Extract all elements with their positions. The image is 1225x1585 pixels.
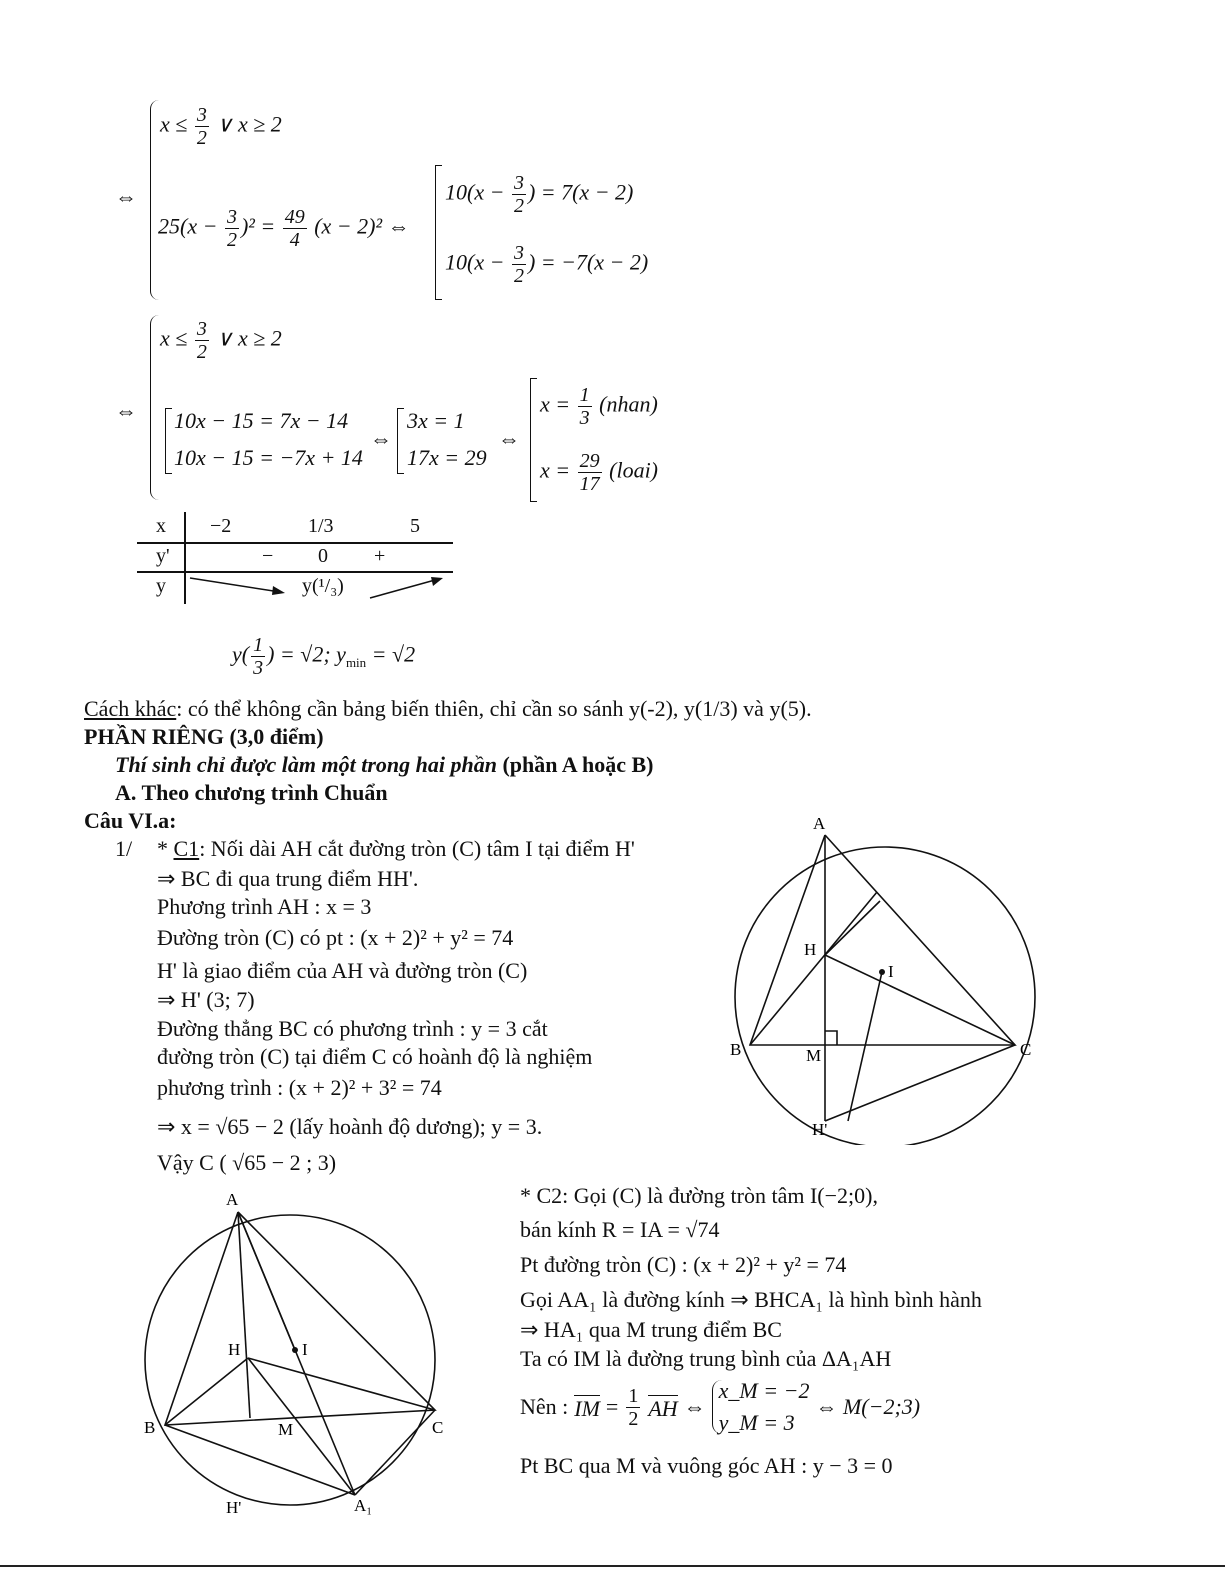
or-bracket — [165, 408, 172, 474]
triangle-abc — [750, 835, 1015, 1045]
option-line — [445, 242, 648, 287]
instruction — [115, 754, 653, 776]
equation-line — [158, 206, 410, 251]
eq-part: (x − 2)² ⇔ — [314, 213, 410, 239]
table-cell: 1/3 — [308, 515, 334, 537]
equation-b2: 17x = 29 — [407, 445, 487, 470]
numerator: 3 — [196, 104, 207, 126]
text-line: Đường tròn (C) có pt : (x + 2)² + y² = 74 — [157, 925, 514, 950]
eq-part: 10(x − — [445, 249, 505, 275]
equation-a1: 10x − 15 = 7x − 14 — [174, 408, 349, 433]
denominator: 2 — [513, 195, 524, 217]
label-b: B — [730, 1040, 742, 1059]
denominator: 2 — [628, 1407, 639, 1430]
eq-part: 10(x − — [445, 179, 505, 205]
fraction — [195, 318, 209, 363]
point-i — [879, 969, 885, 975]
geometry-figure-1 — [720, 805, 1050, 1145]
minimum-result: y( $\frac{1}{3}$ ) = √2; $y_{min} = √2$ — [232, 634, 416, 679]
option-line — [445, 172, 633, 217]
label-m: M — [806, 1046, 822, 1065]
c2-line: Gọi AA₁ là đường kính ⇒ BHCA₁ là hình bình hành — [520, 1287, 982, 1312]
label-i: I — [888, 962, 894, 981]
eq-part: ) = −7(x − 2) — [527, 249, 649, 275]
denominator: 17 — [579, 473, 600, 495]
solution-1 — [540, 384, 658, 429]
denominator: 3 — [253, 657, 264, 679]
note-text: : có thể không cần bảng biến thiên, chỉ cần so sánh y(-2), y(1/3) và y(5). — [176, 696, 812, 721]
coordinate-system — [712, 1380, 810, 1434]
right-angle-mark — [825, 1031, 837, 1045]
label-a1: A₁ — [354, 1496, 373, 1515]
eq-part: = — [605, 1394, 619, 1419]
xm-equation: x_M = −2 — [718, 1378, 810, 1403]
c2-line: Ta có IM là đường trung bình của ΔA₁AH — [520, 1346, 892, 1371]
denominator: 2 — [196, 127, 207, 149]
note: (loai) — [609, 457, 659, 483]
table-cell: −2 — [210, 515, 232, 537]
fraction — [512, 172, 526, 217]
line-hp-c — [825, 1045, 1015, 1121]
page-bottom-rule — [0, 1565, 1225, 1567]
fraction — [225, 206, 239, 251]
altitude-b — [750, 892, 877, 1045]
text-line: phương trình : (x + 2)² + 3² = 74 — [157, 1075, 442, 1100]
eq-part: x = — [540, 457, 571, 483]
denominator: 4 — [289, 229, 300, 251]
eq-part: ) = 7(x − 2) — [527, 179, 634, 205]
fraction — [512, 242, 526, 287]
vector-im: IM — [574, 1395, 600, 1421]
label-h: H — [804, 940, 817, 959]
text-line: ⇒ BC đi qua trung điểm HH'. — [157, 866, 419, 891]
numerator: 3 — [513, 242, 524, 264]
text-line: Vậy C ( √65 − 2 ; 3) — [157, 1150, 337, 1175]
table-divider — [137, 542, 453, 544]
note: (nhan) — [599, 391, 658, 417]
c2-line: Pt BC qua M và vuông góc AH : y − 3 = 0 — [520, 1453, 893, 1478]
text-line: Đường thẳng BC có phương trình : y = 3 cắt — [157, 1016, 548, 1041]
equiv-symbol: ⇔ — [115, 184, 137, 209]
table-cell: 0 — [318, 545, 328, 567]
circumcircle — [145, 1215, 435, 1505]
arrowhead-icon — [272, 586, 285, 595]
denominator: 2 — [196, 341, 207, 363]
circumcircle — [735, 847, 1035, 1145]
instruction-italic: Thí sinh chỉ được làm một trong hai phần — [115, 752, 497, 777]
fraction — [578, 384, 592, 429]
table-cell: − — [262, 545, 274, 567]
eq-part: ⇔ — [683, 1394, 706, 1419]
denominator: 2 — [226, 229, 237, 251]
label-c: C — [432, 1418, 444, 1437]
increasing-arrow — [370, 580, 435, 598]
vector-equation — [520, 1380, 920, 1434]
text-line: ⇒ x = √65 − 2 (lấy hoành độ dương); y = 3. — [157, 1114, 543, 1139]
note-label: Cách khác — [84, 696, 177, 721]
condition-line — [160, 104, 282, 149]
line-ca1 — [355, 1410, 435, 1495]
or-bracket — [397, 408, 404, 474]
denominator: 3 — [579, 407, 590, 429]
subsection-heading: A. Theo chương trình Chuẩn — [115, 780, 388, 805]
eq-part: ⇔ M(−2;3) — [815, 1394, 921, 1419]
denominator: 2 — [513, 265, 524, 287]
text-line: H' là giao điểm của AH và đường tròn (C) — [157, 958, 528, 983]
item-number: 1/ — [115, 836, 133, 861]
instruction-bold: (phần A hoặc B) — [496, 752, 654, 777]
cond-rhs: ∨ x ≥ 2 — [216, 325, 282, 351]
equation-b1: 3x = 1 — [407, 408, 465, 433]
c2-line: Pt đường tròn (C) : (x + 2)² + y² = 74 — [520, 1252, 847, 1277]
variation-arrows — [185, 572, 455, 602]
system-brace — [150, 315, 159, 500]
eq-part: Nên : — [520, 1394, 569, 1419]
label-h-prime: H' — [226, 1498, 242, 1517]
altitude-a — [238, 1212, 250, 1418]
equiv-symbol: ⇔ — [498, 426, 520, 451]
line-ai — [238, 1212, 295, 1350]
line-hc — [825, 955, 1015, 1045]
numerator: 1 — [628, 1384, 639, 1407]
method-label: C1 — [173, 836, 200, 861]
cond-lhs: x ≤ — [160, 325, 188, 351]
or-bracket — [530, 378, 537, 502]
c2-line: * C2: Gọi (C) là đường tròn tâm I(−2;0), — [520, 1183, 878, 1208]
line-h — [825, 901, 880, 955]
c1-line — [157, 838, 635, 860]
text-line: ⇒ H' (3; 7) — [157, 987, 255, 1012]
cond-rhs: ∨ x ≥ 2 — [216, 111, 282, 137]
c2-line: bán kính R = IA = √74 — [520, 1217, 720, 1242]
fraction — [251, 634, 265, 679]
arrowhead-icon — [431, 577, 443, 586]
label-h-prime: H' — [812, 1120, 828, 1139]
cond-lhs: x ≤ — [160, 111, 188, 137]
eq-part: (x − — [180, 213, 218, 239]
label-m: M — [278, 1420, 294, 1439]
equation-a2: 10x − 15 = −7x + 14 — [174, 445, 363, 470]
ym-equation: y_M = 3 — [718, 1410, 795, 1435]
row-label: y' — [156, 545, 170, 567]
numerator: 49 — [284, 206, 305, 228]
geometry-figure-2 — [130, 1185, 460, 1525]
point-i — [292, 1347, 298, 1353]
c2-line: ⇒ HA₁ qua M trung điểm BC — [520, 1317, 782, 1342]
numerator: 3 — [196, 318, 207, 340]
or-bracket — [435, 165, 442, 300]
eq-part: )² — [240, 213, 255, 239]
numerator: 3 — [226, 206, 237, 228]
eq-part: y — [232, 641, 242, 667]
solution-2 — [540, 450, 658, 495]
condition-line — [160, 318, 282, 363]
section-heading: PHẦN RIÊNG (3,0 điểm) — [84, 724, 324, 749]
label-c: C — [1020, 1040, 1032, 1059]
numerator: 1 — [579, 384, 590, 406]
text-line: đường tròn (C) tại điểm C có hoành độ là nghiệm — [157, 1044, 593, 1069]
text-line: Phương trình AH : x = 3 — [157, 894, 372, 919]
label-b: B — [144, 1418, 156, 1437]
label-h: H — [228, 1340, 241, 1359]
fraction — [195, 104, 209, 149]
label-a: A — [813, 814, 826, 833]
numerator: 29 — [579, 450, 600, 472]
line-hb — [165, 1358, 248, 1425]
subscript: min — [345, 654, 367, 670]
equiv-symbol: ⇔ — [370, 426, 392, 451]
eq-part: = √2 — [371, 641, 416, 667]
row-label: y — [156, 575, 166, 597]
bullet: * — [157, 836, 174, 861]
eq-part: = — [260, 213, 276, 239]
eq-part: 25 — [158, 213, 180, 239]
fraction — [283, 206, 307, 251]
table-cell: y(¹/₃) — [302, 575, 344, 597]
line-ba1 — [165, 1425, 355, 1495]
line-hc — [248, 1358, 435, 1410]
eq-part: = √2; y — [279, 641, 346, 667]
table-cell: + — [374, 545, 386, 567]
label-a: A — [226, 1190, 239, 1209]
question-heading: Câu VI.a: — [84, 808, 177, 833]
equiv-symbol: ⇔ — [115, 398, 137, 423]
numerator: 1 — [253, 634, 264, 656]
fraction — [626, 1385, 640, 1430]
alternative-note — [84, 698, 812, 720]
table-cell: 5 — [410, 515, 420, 537]
vector-ah: AH — [648, 1395, 678, 1421]
numerator: 3 — [513, 172, 524, 194]
line-i — [848, 972, 882, 1121]
c1-text: : Nối dài AH cắt đường tròn (C) tâm I tại điểm H' — [199, 836, 635, 861]
fraction — [578, 450, 602, 495]
row-label: x — [156, 515, 166, 537]
decreasing-arrow — [190, 578, 280, 592]
label-i: I — [302, 1340, 308, 1359]
eq-part: x = — [540, 391, 571, 417]
system-brace — [150, 100, 159, 300]
